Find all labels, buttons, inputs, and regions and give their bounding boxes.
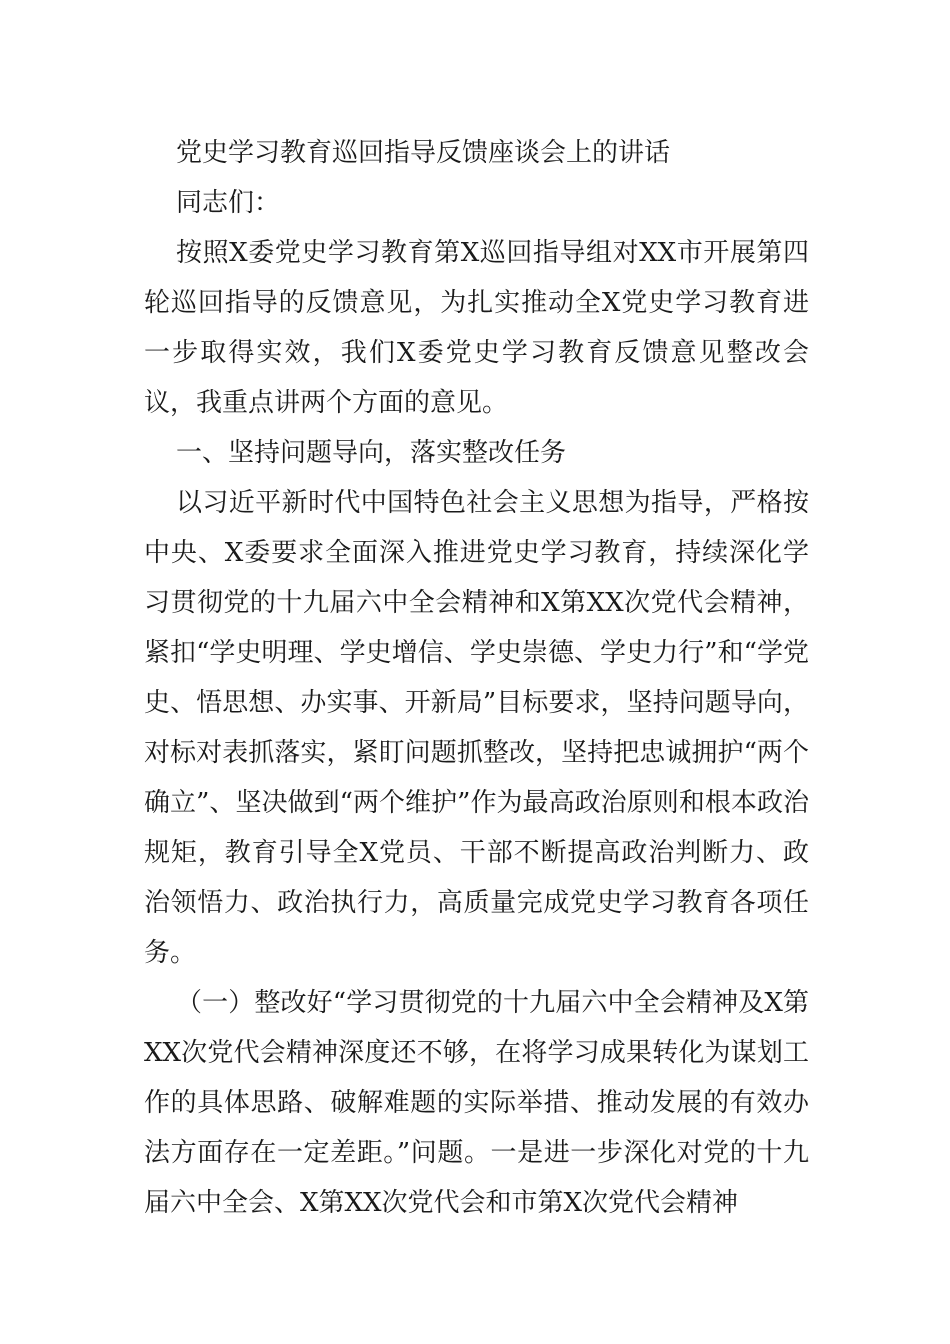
document-body bbox=[144, 128, 809, 1228]
greeting: 同志们： bbox=[176, 188, 281, 218]
paragraph-intro: 按照X委党史学习教育第X巡回指导组对XX市开展第四轮巡回指导的反馈意见，为扎实推动全X党史学习教育进一步取得实效，我们X委党史学习教育反馈意见整改会议，我重点讲两个方面的意见。 bbox=[144, 238, 809, 418]
paragraph-guidance: 以习近平新时代中国特色社会主义思想为指导，严格按中央、X委要求全面深入推进党史学习教育，持续深化学习贯彻党的十九届六中全会精神和X第XX次党代会精神，紧扣“学史明理、学史增信、学史崇德、学史力行”和“学党史、悟思想、办实事、开新局”目标要求，坚持问题导向，对标对表抓落实，紧盯问题抓整改，坚持把忠诚拥护“两个确立”、坚决做到“两个维护”作为最高政治原则和根本政治规矩，教育引导全X党员、干部不断提高政治判断力、政治领悟力、政治执行力，高质量完成党史学习教育各项任务。 bbox=[144, 488, 809, 968]
document-title: 党史学习教育巡回指导反馈座谈会上的讲话 bbox=[176, 138, 671, 168]
section-heading-1: 一、坚持问题导向，落实整改任务 bbox=[176, 438, 567, 468]
paragraph-item-1: （一）整改好“学习贯彻党的十九届六中全会精神及X第XX次党代会精神深度还不够，在将学习成果转化为谋划工作的具体思路、破解难题的实际举措、推动发展的有效办法方面存在一定差距。”问题。一是进一步深化对党的十九届六中全会、X第XX次党代会和市第X次党代会精神 bbox=[144, 988, 809, 1218]
